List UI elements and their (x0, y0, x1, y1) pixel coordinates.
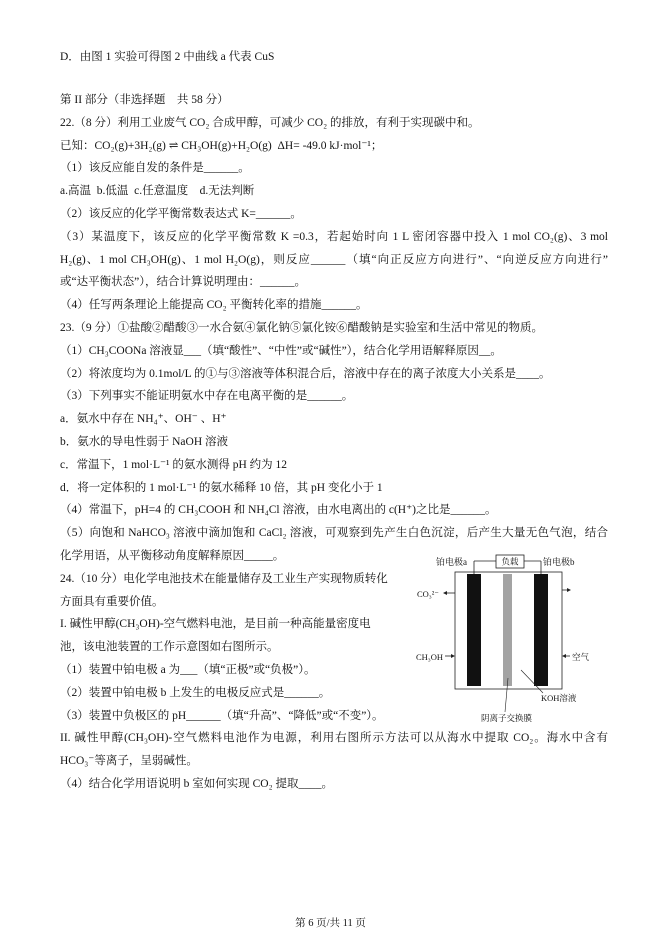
air-label: 空气 (572, 652, 590, 662)
methanol-label: CH₃OH (416, 652, 444, 662)
carbonate-label: CO₃²⁻ (417, 589, 439, 599)
q24-part3: （3）装置中负极区的 pH______（填“升高”、“降低”或“不变”）。 (60, 709, 384, 722)
q24-part1: （1）装置中铂电极 a 为___（填“正极”或“负极”）。 (60, 664, 316, 677)
q24-section1-line: I. 碱性甲醇(CH₃OH)-空气燃料电池，是目前一种高能量密度电 (60, 618, 371, 631)
q22-part3-line: （3）某温度下，该反应的化学平衡常数 K =0.3，若起始时向 1 L 密闭容器中投入 1 mol CO₂(g)、3 mol (60, 230, 608, 243)
q24-part4: （4）结合化学用语说明 b 室如何实现 CO₂ 提取____。 (60, 778, 333, 790)
electrode-a-label: 铂电极a (436, 557, 467, 567)
anion-exchange-membrane (503, 574, 512, 686)
fuel-cell-svg (413, 552, 621, 728)
q23-stem: 23.（9 分）①盐酸②醋酸③一水合氨④氯化钠⑤氯化铵⑥醋酸钠是实验室和生活中常见的物质。 (60, 322, 543, 335)
q22-part4: （4）任写两条理论上能提高 CO₂ 平衡转化率的措施______。 (60, 299, 368, 312)
electrode-b (534, 574, 548, 686)
q24-stem-line: 24.（10 分）电化学电池技术在能量储存及工业生产实现物质转化 (60, 572, 388, 585)
q21-option-d: D．由图 1 实验可得图 2 中曲线 a 代表 CuS (60, 51, 275, 63)
q22-part1: （1）该反应能自发的条件是______。 (60, 162, 250, 175)
fuel-cell-diagram (413, 552, 621, 728)
q24-section2-line: HCO₃⁻等离子，呈弱碱性。 (60, 755, 198, 768)
q23-part1: （1）CH₃COONa 溶液显___（填“酸性”、“中性”或“碱性”），结合化学用语解释原因__。 (60, 344, 502, 357)
section-heading: 第 II 部分（非选择题 共 58 分） (60, 94, 229, 107)
membrane-label: 阴离子交换膜 (481, 713, 533, 723)
q23-part2: （2）将浓度均为 0.1mol/L 的①与③溶液等体积混合后，溶液中存在的离子浓度大小关系是____。 (60, 367, 551, 380)
load-label: 负载 (501, 556, 519, 567)
q22-part1-options: a.高温 b.低温 c.任意温度 d.无法判断 (60, 185, 255, 198)
q22-given-equation: 已知：CO₂(g)+3H₂(g) ⇌ CH₃OH(g)+H₂O(g) ΔH= -49.0 kJ·mol⁻¹； (60, 139, 383, 152)
section-spacer (60, 69, 608, 89)
q24-section2-line: II. 碱性甲醇(CH₃OH)-空气燃料电池作为电源，利用右图所示方法可以从海水中提取 CO₂。海水中含有 (60, 732, 608, 745)
electrolyte-label: KOH溶液 (541, 693, 577, 703)
q23-part3-option-c: c．常温下，1 mol·L⁻¹ 的氨水测得 pH 约为 12 (60, 458, 288, 471)
page-footer: 第 6 页/共 11 页 (295, 918, 366, 929)
q24-section1-line: 池，该电池装置的工作示意图如右图所示。 (60, 641, 279, 654)
methanol-in-arrow (445, 654, 455, 658)
air-out-arrow (562, 588, 571, 592)
q22-stem: 22.（8 分）利用工业废气 CO₂ 合成甲醇，可减少 CO₂ 的排放，有利于实现碳中和。 (60, 116, 480, 129)
q23-part5-line: 化学用语，从平衡移动角度解释原因_____。 (60, 550, 285, 563)
q23-part4: （4）常温下，pH=4 的 CH₃COOH 和 NH₄Cl 溶液，由水电离出的 c(H⁺)之比是______。 (60, 504, 497, 517)
q23-part5-line: （5）向饱和 NaHCO₃ 溶液中滴加饱和 CaCl₂ 溶液，可观察到先产生白色沉淀，后产生大量无色气泡，结合 (60, 527, 608, 540)
air-in-arrow (562, 654, 570, 658)
q23-part3-option-a: a．氨水中存在 NH₄⁺、OH⁻ 、H⁺ (60, 413, 227, 426)
electrode-a (467, 574, 481, 686)
q24-stem-line: 方面具有重要价值。 (60, 595, 164, 608)
q22-part3-line: H₂(g)、1 mol CH₃OH(g)、1 mol H₂O(g)，则反应______（填“向正反应方向进行”、“向逆反应方向进行” (60, 253, 608, 266)
electrode-b-label: 铂电极b (543, 557, 575, 567)
q23-part3-option-b: b．氨水的导电性弱于 NaOH 溶液 (60, 436, 229, 449)
carbonate-out-arrow (443, 591, 455, 595)
q22-part3-line: 或“达平衡状态”），结合计算说明理由：______。 (60, 276, 306, 289)
q23-part3-option-d: d．将一定体积的 1 mol·L⁻¹ 的氨水稀释 10 倍，其 pH 变化小于 1 (60, 481, 383, 494)
q24-part2: （2）装置中铂电极 b 上发生的电极反应式是______。 (60, 686, 331, 699)
q22-part2: （2）该反应的化学平衡常数表达式 K=______。 (60, 208, 302, 221)
q23-part3: （3）下列事实不能证明氨水中存在电离平衡的是______。 (60, 390, 354, 403)
